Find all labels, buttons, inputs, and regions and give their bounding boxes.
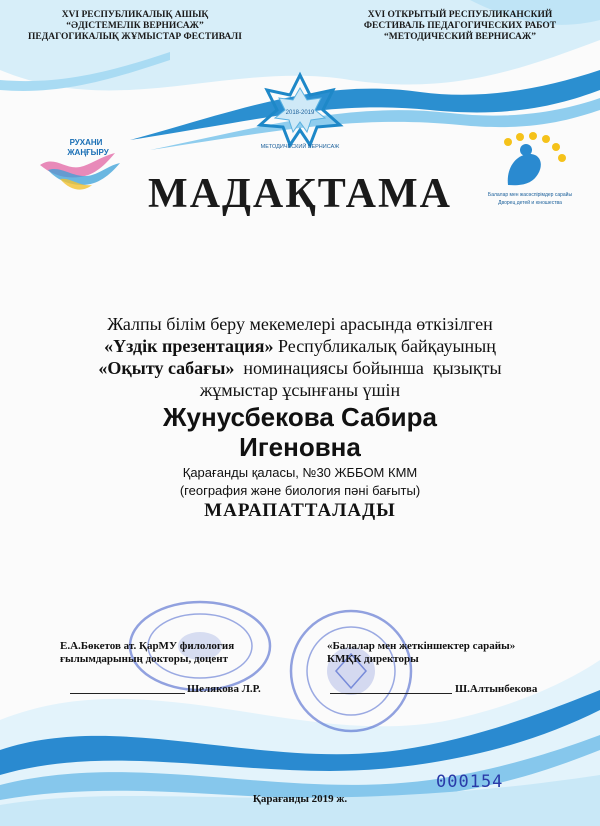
signature-line-left [70, 693, 185, 694]
certificate-title: МАДАҚТАМА [148, 171, 452, 217]
festival-header-russian [345, 10, 575, 43]
signatory-left-line: Е.А.Бөкетов ат. ҚарМУ филология [60, 640, 235, 652]
signatory-left-name: Шелякова Л.Р. [187, 683, 261, 695]
svg-text:2018-2019: 2018-2019 [285, 110, 315, 116]
star-emblem-icon [235, 70, 365, 150]
signatory-left-title [60, 640, 280, 666]
contest-name: «Үздік презентация» [104, 336, 274, 356]
svg-text:Балалар мен жасөспірімдер сара: Балалар мен жасөспірімдер сарайы [487, 192, 573, 198]
recipient-name-line-1: Жунусбекова Сабира [163, 402, 437, 432]
recipient-school: Қарағанды қаласы, №30 ЖББОМ КММ [182, 465, 418, 480]
recipient-name-line-2: Игеновна [239, 432, 361, 462]
body-line-2 [60, 335, 540, 357]
body-line-3 [60, 357, 540, 379]
award-word: МАРАПАТТАЛАДЫ [204, 500, 396, 521]
header-right-line: XVI ОТКРЫТЫЙ РЕСПУБЛИКАНСКИЙ [367, 10, 553, 20]
signatory-right-title [327, 640, 557, 666]
header-right-line: ФЕСТИВАЛЬ ПЕДАГОГИЧЕСКИХ РАБОТ [363, 21, 557, 31]
header-left-line: ПЕДАГОГИКАЛЫҚ ЖҰМЫСТАР ФЕСТИВАЛІ [28, 32, 242, 42]
festival-header-kazakh [20, 10, 250, 43]
recipient-subject: (география және биология пәні бағыты) [179, 483, 421, 498]
youth-palace-stamp [286, 606, 416, 736]
signatory-left-line: ғылымдарының докторы, доцент [60, 653, 229, 665]
body-line-2-rest: Республикалық байқауының [273, 336, 496, 356]
signature-line-right [330, 693, 452, 694]
city-year: Қарағанды 2019 ж. [252, 793, 348, 805]
signatory-right-line: «Балалар мен жеткіншектер сарайы» [327, 640, 516, 652]
signatory-right-name: Ш.Алтынбекова [455, 683, 538, 695]
festival-emblem [235, 70, 365, 150]
body-line-4: жұмыстар ұсынғаны үшін [199, 380, 401, 400]
svg-text:ЖАҢҒЫРУ: ЖАҢҒЫРУ [67, 148, 109, 157]
serial-number: 000154 [436, 772, 504, 792]
svg-text:РУХАНИ: РУХАНИ [69, 138, 103, 147]
svg-text:Дворец детей и юношества: Дворец детей и юношества [498, 200, 562, 206]
header-left-line: XVI РЕСПУБЛИКАЛЫҚ АШЫҚ [61, 10, 209, 20]
signatory-right-line: КМҚК директоры [327, 653, 419, 665]
svg-text:МЕТОДИЧЕСКИЙ ВЕРНИСАЖ: МЕТОДИЧЕСКИЙ ВЕРНИСАЖ [260, 144, 340, 150]
body-line-1: Жалпы білім беру мекемелері арасында өткізілген [107, 314, 493, 334]
header-right-line: “МЕТОДИЧЕСКИЙ ВЕРНИСАЖ” [384, 32, 536, 42]
nomination-name: «Оқыту сабағы» [98, 358, 235, 378]
header-left-line: “ӘДІСТЕМЕЛІК ВЕРНИСАЖ” [66, 21, 204, 31]
body-line-3-rest: номинациясы бойынша қызықты [234, 358, 502, 378]
